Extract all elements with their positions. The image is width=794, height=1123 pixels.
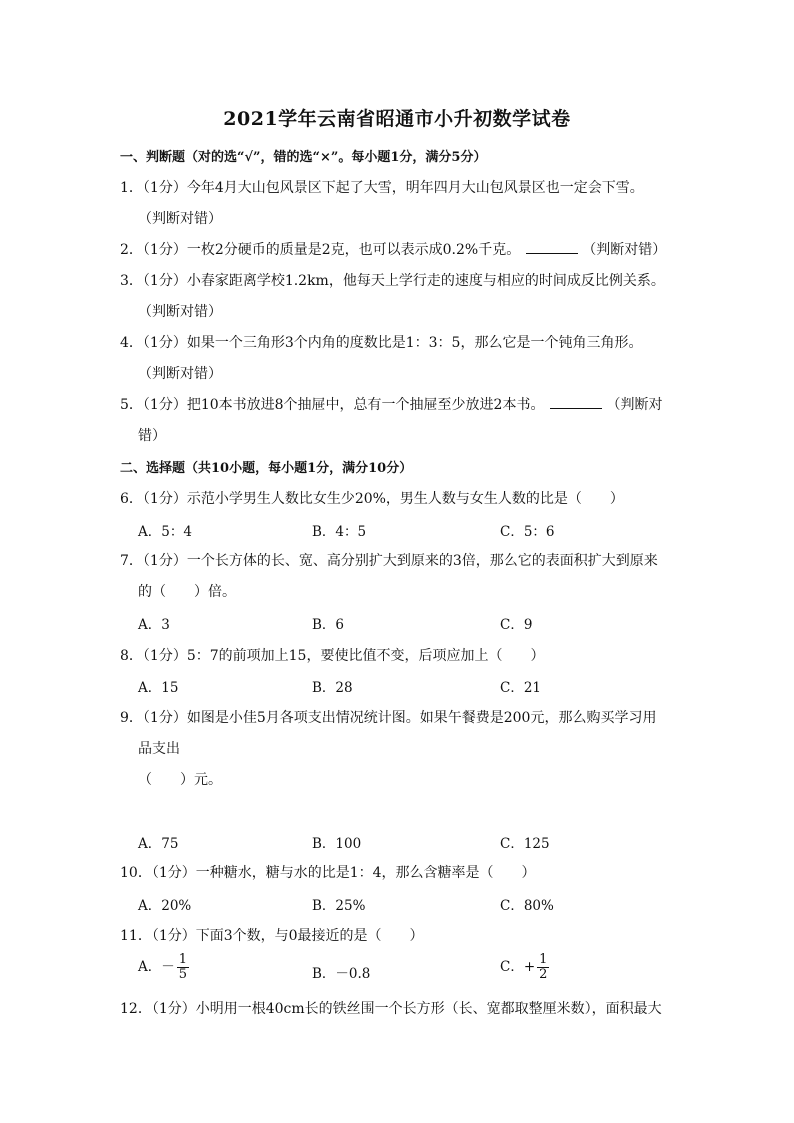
question-2: [120, 239, 666, 259]
fraction-denominator: 2: [539, 967, 548, 982]
option-c[interactable]: C．80%: [500, 898, 554, 914]
answer-blank[interactable]: [550, 396, 602, 409]
answer-blank[interactable]: [526, 241, 578, 254]
option-a[interactable]: A．75: [138, 836, 179, 852]
option-a[interactable]: [138, 953, 189, 982]
question-3-cont: （判断对错）: [138, 304, 222, 320]
option-c[interactable]: C．125: [500, 836, 550, 852]
option-c[interactable]: C．5：6: [500, 524, 555, 540]
question-5-cont: 错）: [138, 428, 166, 444]
option-c[interactable]: C．9: [500, 617, 533, 633]
question-9: 9．（1分）如图是小佳5月各项支出情况统计图。如果午餐费是200元，那么购买学习用: [120, 710, 657, 726]
option-b[interactable]: B．4：5: [312, 524, 367, 540]
question-1-cont: （判断对错）: [138, 211, 222, 227]
question-11: 11．（1分）下面3个数，与0最接近的是（ ）: [120, 928, 424, 944]
option-b[interactable]: B．－0.8: [312, 966, 371, 982]
option-a[interactable]: A．20%: [138, 898, 192, 914]
fraction: [537, 953, 549, 982]
question-1: 1．（1分）今年4月大山包风景区下起了大雪，明年四月大山包风景区也一定会下雪。: [120, 180, 644, 196]
question-7: 7．（1分）一个长方体的长、宽、高分别扩大到原来的3倍，那么它的表面积扩大到原来: [120, 553, 658, 569]
fraction-numerator: 1: [539, 952, 548, 967]
option-b[interactable]: B．100: [312, 836, 362, 852]
fraction: [177, 953, 189, 982]
question-8: 8．（1分）5：7的前项加上15，要使比值不变，后项应加上（ ）: [120, 648, 545, 664]
option-b[interactable]: B．28: [312, 680, 353, 696]
question-3: 3．（1分）小春家距离学校1.2km，他每天上学行走的速度与相应的时间成反比例关系。: [120, 273, 665, 289]
section-heading-choice: 二、选择题（共10小题，每小题1分，满分10分）: [120, 461, 413, 476]
option-a[interactable]: A．15: [138, 680, 179, 696]
section-heading-judgement: 一、判断题（对的选“√”，错的选“×”。每小题1分，满分5分）: [120, 150, 487, 165]
question-7-cont: 的（ ）倍。: [138, 584, 236, 600]
question-2-suffix: （判断对错）: [582, 242, 667, 258]
option-c[interactable]: [500, 953, 549, 982]
option-c-prefix: C．+: [500, 959, 536, 975]
option-c[interactable]: C．21: [500, 680, 542, 696]
question-4-cont: （判断对错）: [138, 366, 222, 382]
question-9-cont: 品支出: [138, 741, 180, 757]
question-6: 6．（1分）示范小学男生人数比女生少20%，男生人数与女生人数的比是（ ）: [120, 491, 624, 507]
option-b[interactable]: B．25%: [312, 898, 366, 914]
question-10: 10．（1分）一种糖水，糖与水的比是1：4，那么含糖率是（ ）: [120, 865, 536, 881]
question-5: [120, 394, 662, 414]
question-2-text: 2．（1分）一枚2分硬币的质量是2克，也可以表示成0.2%千克。: [120, 242, 521, 258]
question-5-text: 5．（1分）把10本书放进8个抽屉中，总有一个抽屉至少放进2本书。: [120, 397, 545, 413]
question-5-suffix: （判断对: [606, 397, 663, 413]
option-a[interactable]: A．5：4: [138, 524, 192, 540]
fraction-denominator: 5: [178, 967, 188, 982]
option-b[interactable]: B．6: [312, 617, 345, 633]
fraction-numerator: 1: [178, 952, 188, 967]
option-a[interactable]: A．3: [138, 617, 170, 633]
question-12: 12．（1分）小明用一根40cm长的铁丝围一个长方形（长、宽都取整厘米数），面积最大: [120, 1001, 662, 1017]
question-4: 4．（1分）如果一个三角形3个内角的度数比是1：3：5，那么它是一个钝角三角形。: [120, 335, 643, 351]
page-title: 2021学年云南省昭通市小升初数学试卷: [223, 108, 571, 130]
question-9-cont-2: （ ）元。: [138, 772, 222, 788]
option-a-prefix: A．－: [138, 959, 175, 975]
